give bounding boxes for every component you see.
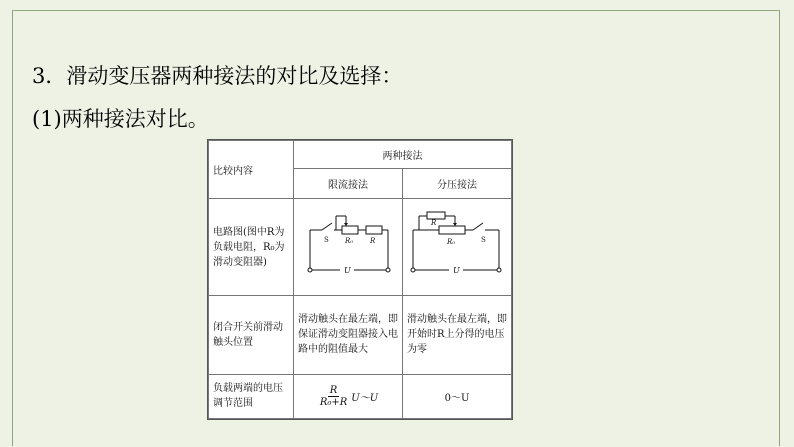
limit-range-fraction	[318, 385, 349, 408]
divider-switch-label: S	[481, 235, 486, 244]
divider-circuit-diagram	[409, 206, 505, 286]
col-header-limit-text: 限流接法	[328, 180, 368, 192]
limit-u-label: U	[344, 265, 351, 275]
row-circuit-label	[209, 199, 294, 296]
limit-range-cell	[294, 374, 403, 418]
limit-range-formula	[318, 385, 378, 408]
row-circuit-label-text: 电路图(图中R为负载电阻，R₀为滑动变阻器)	[213, 226, 285, 268]
section-subheading: (1)两种接法对比。	[32, 107, 209, 131]
divider-r0-label: R₀	[447, 237, 456, 246]
fraction-numerator: R	[329, 384, 338, 396]
divider-range-cell	[403, 374, 512, 418]
limit-r0-label: R₀	[345, 236, 354, 245]
corner-label: 比较内容	[213, 166, 253, 178]
corner-label-cell	[209, 141, 294, 199]
divider-circuit-cell	[403, 199, 512, 296]
limit-circuit-cell	[294, 199, 403, 296]
limit-circuit-diagram	[300, 206, 396, 286]
limit-position-cell	[294, 296, 403, 375]
limit-range-tail: U～U	[351, 392, 379, 404]
divider-position-text: 滑动触头在最左端，即开始时R上分得的电压为零	[407, 314, 507, 356]
row-position-label-text: 闭合开关前滑动触头位置	[213, 321, 283, 348]
divider-u-label: U	[453, 265, 460, 275]
group-header: 两种接法	[382, 151, 423, 163]
limit-r-label: R	[370, 236, 376, 245]
row-range-label	[209, 374, 294, 418]
divider-r-label: R	[431, 218, 437, 227]
limit-position-text: 滑动触头在最左端，即保证滑动变阻器接入电路中的阻值最大	[298, 314, 398, 356]
group-header-cell	[294, 141, 512, 169]
col-header-divider-text: 分压接法	[437, 180, 477, 192]
fraction-denominator: R₀+R	[319, 396, 348, 408]
limit-switch-label: S	[324, 235, 329, 244]
section-heading: 3．滑动变压器两种接法的对比及选择：	[32, 64, 403, 88]
divider-range-text: 0～U	[444, 392, 470, 404]
row-range-label-text: 负载两端的电压调节范围	[213, 383, 283, 410]
col-header-limit	[294, 169, 403, 199]
row-position-label	[209, 296, 294, 375]
comparison-table	[207, 139, 513, 420]
divider-position-cell	[403, 296, 512, 375]
col-header-divider	[403, 169, 512, 199]
